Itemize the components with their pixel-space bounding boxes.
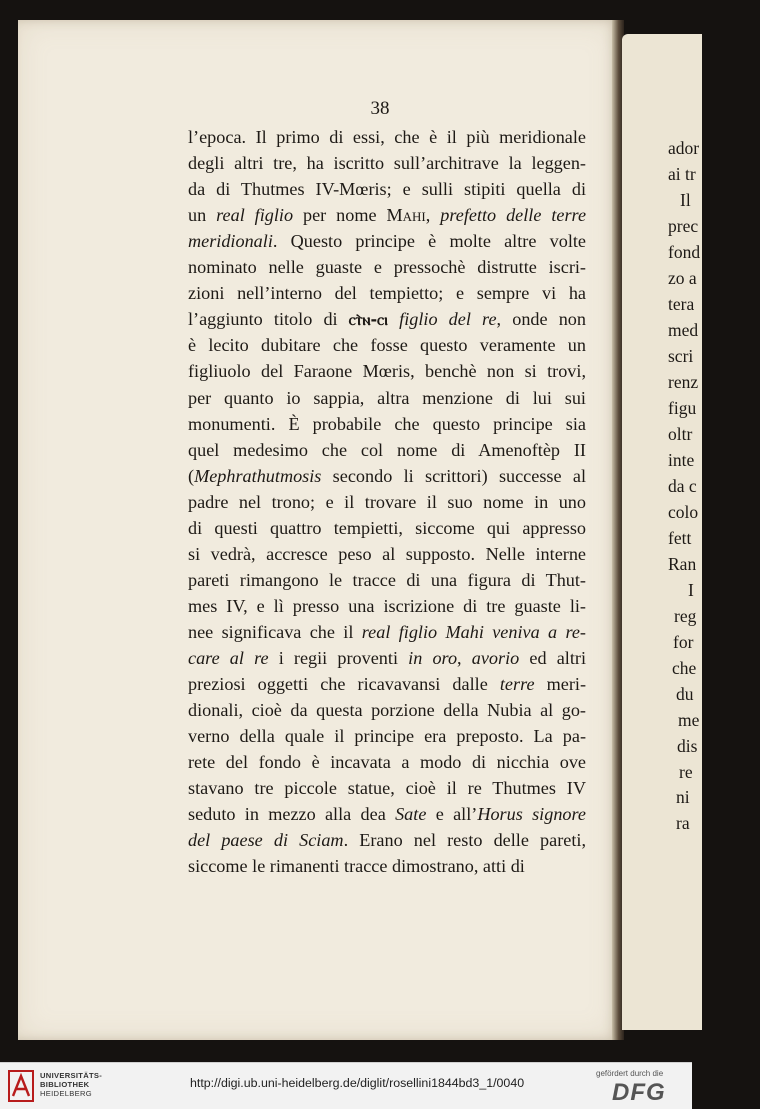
text-line (188, 801, 586, 827)
text-line (188, 385, 586, 411)
right-page-fragment: for (673, 632, 694, 652)
text-line (188, 749, 586, 775)
text-line (188, 254, 586, 280)
text-segment: meri- (534, 674, 587, 694)
text-line (188, 228, 586, 254)
text-segment: , onde non (496, 309, 586, 329)
right-page-fragment: fond (668, 242, 701, 262)
text-segment: secondo li scrittori) successe al (321, 466, 586, 486)
right-page-fragment: da c (668, 476, 697, 496)
page-number: 38 (370, 98, 390, 119)
text-line (188, 202, 586, 228)
text-segment: un (188, 205, 217, 225)
text-segment: è lecito dubitare che fosse questo veramente un (188, 335, 586, 355)
text-line (188, 332, 586, 358)
text-segment: degli altri tre, ha iscritto sull’architrave la leggen- (188, 153, 586, 173)
text-segment: ( (188, 466, 195, 486)
text-line (188, 411, 586, 437)
library-name-line: UNIVERSITÄTS- (40, 1071, 103, 1080)
right-page-fragment: ai tr (668, 164, 696, 184)
text-segment: . Erano nel resto delle pareti, (343, 830, 586, 850)
right-page-fragment: scri (668, 346, 694, 366)
text-segment: per quanto io sappia, altra menzione di lui sui (188, 388, 586, 408)
text-segment: si vedrà, accresce peso al supposto. Nelle interne (188, 544, 586, 564)
text-segment: verno della quale il principe era preposto. La pa- (188, 726, 586, 746)
text-line (188, 619, 586, 645)
text-line (188, 723, 586, 749)
text-segment: terre (499, 674, 535, 694)
text-segment: di questi quattro tempietti, siccome qui appresso (188, 518, 586, 538)
right-page-fragment: ni (676, 787, 690, 807)
text-segment (388, 309, 399, 329)
text-line (188, 593, 586, 619)
text-segment: padre nel trono; e il trovare il suo nome in uno (188, 492, 586, 512)
text-segment: avorio (471, 648, 520, 668)
right-page-fragment: colo (668, 502, 699, 522)
text-segment: del paese di Sciam (188, 830, 344, 850)
text-segment: pareti rimangono le tracce di una figura di Thut- (188, 570, 586, 590)
text-segment: prefetto delle terre (440, 205, 587, 225)
text-segment: stavano tre piccole statue, cioè il re Thutmes IV (188, 778, 586, 798)
text-line (188, 541, 586, 567)
text-line (188, 358, 586, 384)
text-line (188, 463, 586, 489)
right-page-fragment: fett (668, 528, 692, 548)
text-segment: l’epoca. Il primo di essi, che è il più meridionale (188, 127, 586, 147)
text-segment: preziosi oggetti che ricavavansi dalle (188, 674, 500, 694)
text-line (188, 645, 586, 671)
text-line (188, 567, 586, 593)
text-segment: Horus signore (477, 804, 586, 824)
text-segment: in oro (408, 648, 458, 668)
text-line (188, 150, 586, 176)
text-segment: da di Thutmes IV-Mœris; e sulli stipiti quella di (188, 179, 586, 199)
text-line (188, 671, 586, 697)
text-segment: e all’ (426, 804, 478, 824)
viewer-footer (0, 1062, 692, 1109)
right-page-fragment: che (672, 658, 697, 678)
right-page-fragment: figu (668, 398, 697, 418)
text-segment: per nome (293, 205, 387, 225)
text-segment: nominato nelle guaste e pressochè distrutte iscri- (188, 257, 586, 277)
text-segment: l’aggiunto titolo di (188, 309, 349, 329)
text-segment: Mephrathutmosis (194, 466, 322, 486)
text-line (188, 515, 586, 541)
text-segment: seduto in mezzo alla dea (188, 804, 396, 824)
right-page-fragment: ra (676, 813, 690, 833)
university-library-logo-icon (8, 1070, 34, 1102)
text-segment: Mahi (386, 205, 426, 225)
library-name (40, 1071, 102, 1098)
right-page-fragment: reg (674, 606, 697, 626)
right-page-fragment: oltr (668, 424, 693, 444)
text-line (188, 437, 586, 463)
text-segment: monumenti. È probabile che questo principe sia (188, 414, 586, 434)
text-line (188, 697, 586, 723)
right-page-fragment: I (688, 580, 694, 600)
right-page-fragment: dis (677, 736, 698, 756)
text-segment: meridionali (188, 231, 273, 251)
library-name-line: HEIDELBERG (40, 1089, 92, 1098)
right-page-fragment: Il (680, 190, 691, 210)
right-page-fragment: re (679, 762, 693, 782)
text-segment: zioni nell’interno del tempietto; e sempre vi ha (188, 283, 586, 303)
right-page-fragment: du (676, 684, 694, 704)
right-page-fragment: Ran (668, 554, 697, 574)
text-line (188, 306, 586, 332)
text-segment: real figlio (216, 205, 294, 225)
text-segment: ed altri (519, 648, 586, 668)
text-line (188, 176, 586, 202)
right-page-fragment: ador (668, 138, 700, 158)
library-name-line: BIBLIOTHEK (40, 1080, 90, 1089)
text-line (188, 853, 586, 879)
right-page-fragment: med (668, 320, 699, 340)
dfg-logo: DFG (612, 1079, 666, 1106)
text-segment: figlio del re (399, 309, 497, 329)
text-segment: mes IV, e lì presso una iscrizione di tre guaste li- (188, 596, 586, 616)
permalink-url[interactable]: http://digi.ub.uni-heidelberg.de/diglit/rosellini1844bd3_1/0040 (190, 1076, 525, 1090)
text-segment: real figlio Mahi veniva a re- (361, 622, 586, 642)
text-line (188, 489, 586, 515)
text-segment: ⲥⲧ̀ⲛ-ⲥⲓ (348, 310, 388, 329)
text-segment: , (457, 648, 472, 668)
right-page-fragment: prec (668, 216, 699, 236)
text-segment: , (425, 205, 441, 225)
text-segment: Sate (395, 804, 427, 824)
text-segment: dionali, cioè da questa porzione della Nubia al go- (188, 700, 586, 720)
text-segment: quel medesimo che col nome di Amenoftèp II (188, 440, 586, 460)
text-line (188, 124, 586, 150)
funded-by-label: gefördert durch die (596, 1069, 664, 1078)
text-line (188, 775, 586, 801)
text-segment: nee significava che il (188, 622, 362, 642)
right-page-fragment: zo a (668, 268, 697, 288)
right-page-fragment: inte (668, 450, 695, 470)
text-segment: . Questo principe è molte altre volte (272, 231, 586, 251)
text-segment: care al re (188, 648, 269, 668)
text-segment: figliuolo del Faraone Mœris, benchè non si trovi, (188, 361, 586, 381)
right-page-fragment: renz (668, 372, 699, 392)
text-line (188, 280, 586, 306)
right-page-fragment: me (678, 710, 700, 730)
text-segment: siccome le rimanenti tracce dimostrano, atti di (188, 856, 525, 876)
text-segment: rete del fondo è incavata a modo di nicchia ove (188, 752, 586, 772)
text-segment: i regii proventi (268, 648, 409, 668)
right-page-fragment: tera (668, 294, 695, 314)
text-line (188, 827, 586, 853)
